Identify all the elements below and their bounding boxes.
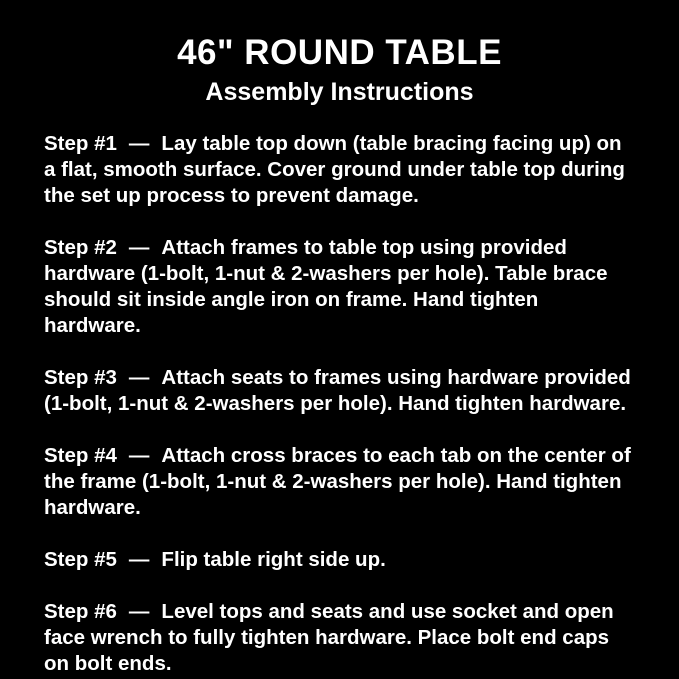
step-paragraph-3 — [44, 365, 635, 417]
step-label: Step #3 — [44, 365, 117, 389]
page-subtitle: Assembly Instructions — [205, 77, 474, 106]
steps-list — [0, 107, 679, 677]
step-text: Level tops and seats and use socket and open face wrench to fully tighten hardware. Place bolt end caps on bolt ends. — [44, 599, 614, 675]
step-label: Step #2 — [44, 235, 117, 259]
step-separator: — — [128, 365, 150, 389]
step-label: Step #6 — [44, 599, 117, 623]
step-separator: — — [128, 235, 150, 259]
step-paragraph-5 — [44, 547, 635, 573]
step-paragraph-4 — [44, 443, 635, 521]
page-title: 46" ROUND TABLE — [177, 33, 502, 72]
step-label: Step #4 — [44, 443, 117, 467]
header — [0, 0, 679, 107]
step-paragraph-1 — [44, 131, 635, 209]
step-text: Attach cross braces to each tab on the center of the frame (1-bolt, 1-nut & 2-washers per hole). Hand tighten hardware. — [44, 443, 631, 519]
step-separator: — — [128, 443, 150, 467]
step-separator: — — [128, 131, 150, 155]
step-paragraph-6 — [44, 599, 635, 677]
step-text: Flip table right side up. — [161, 547, 386, 571]
step-separator: — — [128, 547, 150, 571]
step-text: Attach seats to frames using hardware provided (1-bolt, 1-nut & 2-washers per hole). Hand tighten hardware. — [44, 365, 631, 415]
step-paragraph-2 — [44, 235, 635, 339]
step-text: Lay table top down (table bracing facing up) on a flat, smooth surface. Cover ground under table top during the set up process to prevent damage. — [44, 131, 625, 207]
step-separator: — — [128, 599, 150, 623]
step-label: Step #1 — [44, 131, 117, 155]
step-text: Attach frames to table top using provided hardware (1-bolt, 1-nut & 2-washers per hole). Table brace should sit inside angle iron on frame. Hand tighten hardware. — [44, 235, 608, 337]
step-label: Step #5 — [44, 547, 117, 571]
